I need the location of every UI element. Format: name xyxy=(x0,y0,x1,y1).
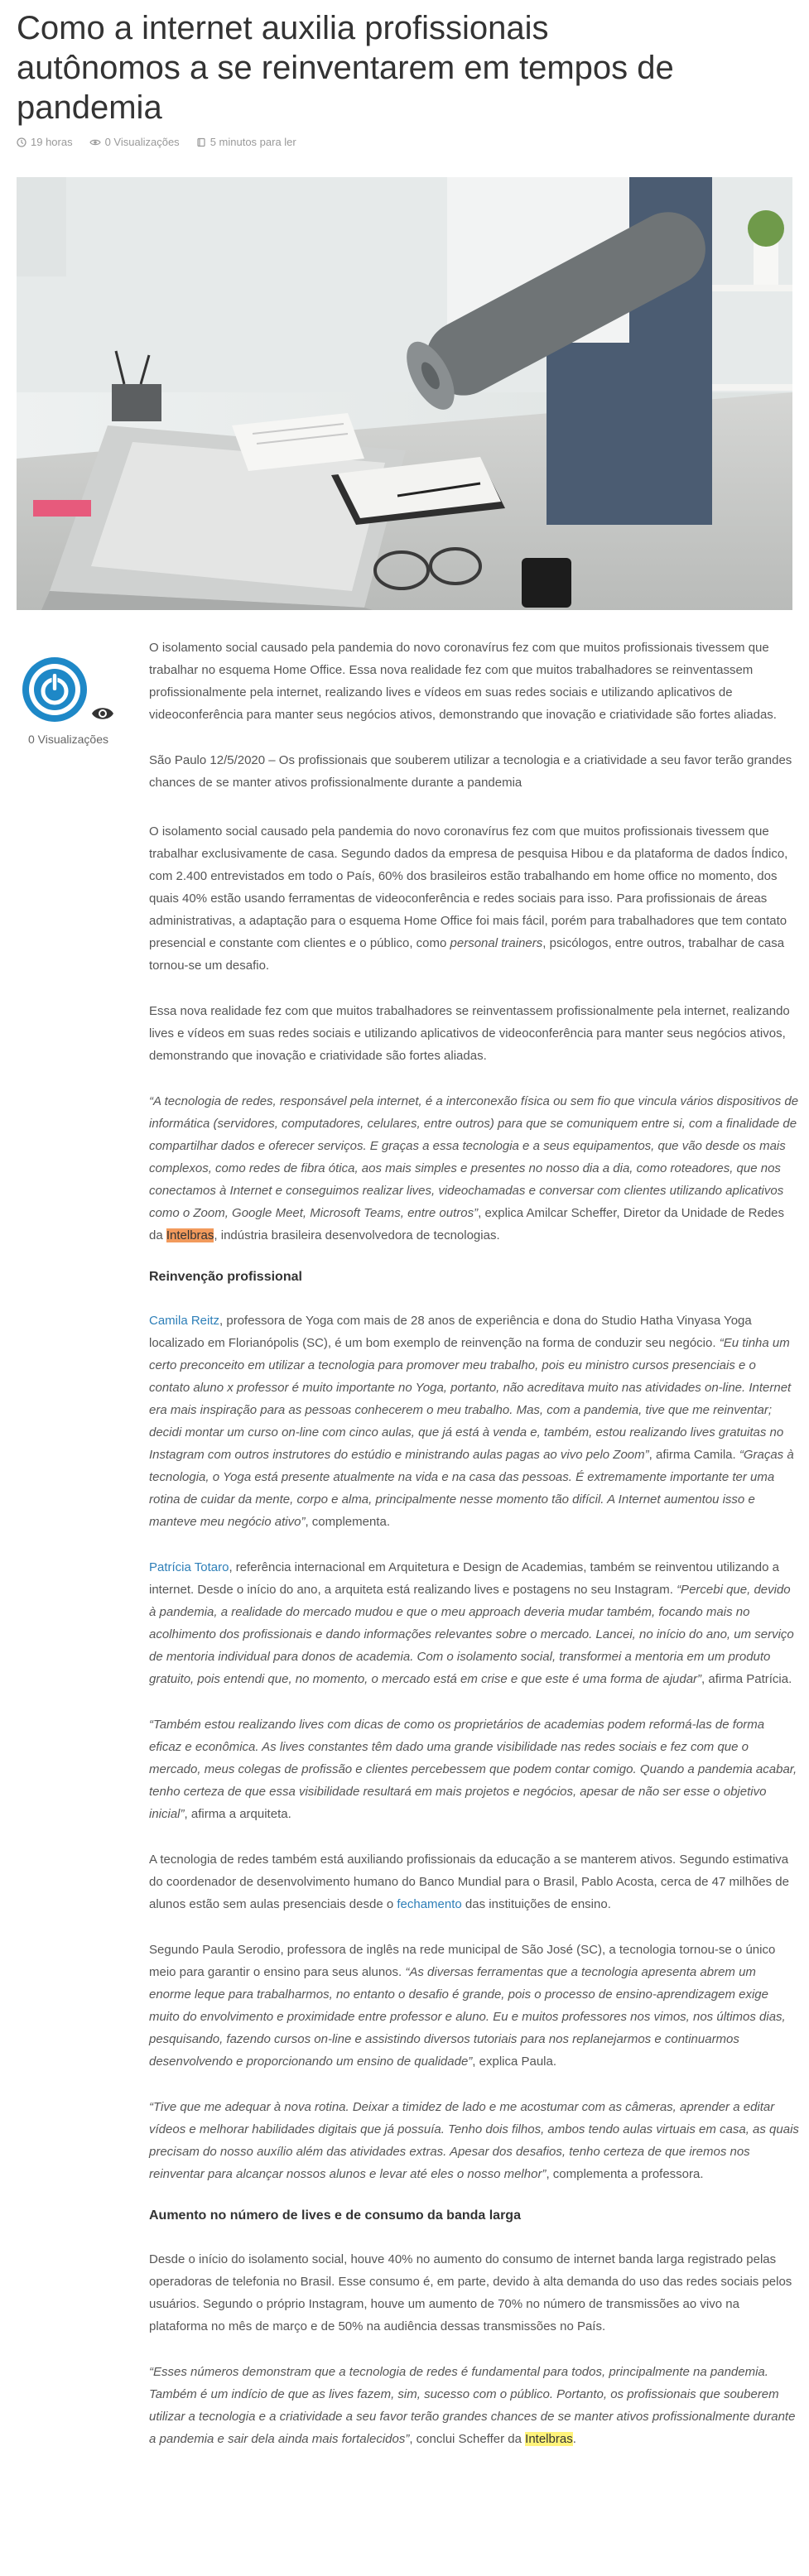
quote-text: “Esses números demonstram que a tecnologia de redes é fundamental para todos, principalmente na pandemia. Também é um indício de que as lives fazem, sim, sucesso com o público. Portanto, os profissionais que souberem utilizar a tecnologia e a criatividade a seu favor terão grandes chances de se manter ativos profissionalmente durante a pandemia e sair dela ainda mais fortalecidos” xyxy=(149,2365,796,2446)
meta-views xyxy=(89,136,180,148)
patricia-totaro-link[interactable]: Patrícia Totaro xyxy=(149,1560,229,1574)
highlight-intelbras: Intelbras xyxy=(166,1228,214,1242)
paragraph-text: , complementa a professora. xyxy=(546,2167,704,2181)
paragraph xyxy=(149,820,799,977)
paragraph-text: , explica Amilcar Scheffer, Diretor da Unidade de Redes da xyxy=(149,1206,785,1242)
section-heading: Aumento no número de lives e de consumo da banda larga xyxy=(149,2208,521,2223)
author-box xyxy=(0,637,137,2473)
article-body xyxy=(0,637,809,2473)
paragraph xyxy=(149,1310,799,1533)
paragraph xyxy=(149,1939,799,2073)
paragraph-quote xyxy=(149,1090,799,1247)
article-title: Como a internet auxilia profissionais autônomos a se reinventarem em tempos de pandemia xyxy=(17,10,674,126)
paragraph-text: , professora de Yoga com mais de 28 anos de experiência e dona do Studio Hatha Vinyasa Yoga localizado em Florianópolis (SC), é um bom exemplo de reinvenção na forma de conduzir seu negócio. xyxy=(149,1314,752,1350)
paragraph-quote xyxy=(149,2361,799,2450)
article-lead: O isolamento social causado pela pandemia do novo coronavírus fez com que muitos profissionais tivessem que trabalhar no esquema Home Office. Essa nova realidade fez com que muitos trabalhadores se reinventassem profissionalmente pela internet, realizando lives e vídeos em suas redes sociais e utilizando aplicativos de videoconferência para manter seus negócios ativos, demonstrando que inovação e criatividade são fortes aliadas. xyxy=(149,641,777,722)
paragraph: Desde o início do isolamento social, houve 40% no aumento do consumo de internet banda larga registrado pelas operadoras de telefonia no Brasil. Esse consumo é, em parte, devido à alta demanda do uso das redes sociais pelos usuários. Segundo o próprio Instagram, houve um aumento de 70% no número de transmissões ao vivo na plataforma no mês de março e de 50% na audiência dessas transmissões no País. xyxy=(149,2252,792,2333)
eye-icon xyxy=(91,705,114,722)
meta-time xyxy=(17,136,73,148)
paragraph xyxy=(149,1848,799,1915)
article-content xyxy=(137,637,799,2473)
paragraph-text: . xyxy=(572,2432,576,2446)
paragraph-emphasis: personal trainers xyxy=(450,936,543,950)
hero-image xyxy=(17,177,792,610)
meta-read-label: 5 minutos para ler xyxy=(209,136,296,148)
quote-text: “A tecnologia de redes, responsável pela internet, é a interconexão física ou sem fio que vincula vários dispositivos de informática (servidores, computadores, celulares, entre outros) para que se comuniquem entre si, com a finalidade de compartilhar dados e oferecer serviços. E graças a essa tecnologia e a seus equipamentos, que vão desde os mais complexos, como redes de fibra ótica, aos mais simples e presentes no nosso dia a dia, como roteadores, que nos conectamos à Internet e conseguimos realizar lives, videochamadas e conversar com clientes utilizando aplicativos como o Zoom, Google Meet, Microsoft Teams, entre outros” xyxy=(149,1094,799,1220)
paragraph-text: Segundo Paula Serodio, professora de inglês na rede municipal de São José (SC), a tecnologia tornou-se o único meio para garantir o ensino para seus alunos. xyxy=(149,1943,776,1979)
quote-text: “Graças à tecnologia, o Yoga está presente atualmente na vida e na casa das pessoas. É extremamente importante ter uma rotina de cuidar da mente, corpo e alma, principalmente nesse momento tão difícil. A Internet aumentou isso e manteve meu negócio ativo” xyxy=(149,1448,794,1529)
office-photo xyxy=(17,177,792,610)
clock-icon xyxy=(17,137,26,147)
paragraph xyxy=(149,1556,799,1690)
quote-text: “Tive que me adequar à nova rotina. Deixar a timidez de lado e me acostumar com as câmeras, aprender a editar vídeos e melhorar habilidades digitais que já possuía. Tenho dois filhos, ambos tendo aulas virtuais em casa, as quais precisam do nosso auxílio além das atividades extras. Apesar dos desafios, tenho certeza de que iremos nos reinventar para alcançar nossos alunos e levar até eles o nosso melhor” xyxy=(149,2100,799,2181)
section-heading: Reinvenção profissional xyxy=(149,1270,302,1284)
author-views: 0 Visualizações xyxy=(27,733,109,746)
quote-text: “Percebi que, devido à pandemia, a realidade do mercado mudou e que o meu approach deveria mudar também, focando mais no acolhimento dos profissionais e dando informações relevantes sobre o mercado. Lancei, no início do ano, um serviço de mentoria individual para donos de academia. Com o isolamento social, transformei a mentoria em um produto gratuito, pois entendi que, no momento, o mercado está em crise e que este é uma forma de ajudar” xyxy=(149,1583,794,1686)
paragraph-text: , explica Paula. xyxy=(472,2055,557,2069)
paragraph-text: , conclui Scheffer da xyxy=(409,2432,526,2446)
quote-text: “Também estou realizando lives com dicas de como os proprietários de academias podem reformá-las de forma eficaz e econômica. As lives constantes têm dado uma grande visibilidade nas redes sociais e fez com que o mercado, meus colegas de profissão e clientes percebessem que podem contar comigo. Quando a pandemia acabar, tenho certeza de que essa visibilidade resultará em mais projetos e negócios, apesar de não ser esse o objetivo inicial” xyxy=(149,1718,797,1821)
paragraph-text: O isolamento social causado pela pandemia do novo coronavírus fez com que muitos profissionais tivessem que trabalhar exclusivamente de casa. Segundo dados da empresa de pesquisa Hibou e da plataforma de dados Índico, com 2.400 entrevistados em todo o País, 60% dos brasileiros estão trabalhando em home office no momento, dos quais 40% estão usando ferramentas de videoconferência e redes sociais para isso. Para profissionais de áreas administrativas, a adaptação para o esquema Home Office foi mais fácil, porém para trabalhadores que tem contato presencial e constante com clientes e o público, como xyxy=(149,824,788,950)
fechamento-link[interactable]: fechamento xyxy=(397,1897,462,1911)
highlight-intelbras: Intelbras xyxy=(525,2432,573,2446)
quote-text: “As diversas ferramentas que a tecnologia apresenta abrem um enorme leque para trabalharmos, no entanto o desafio é grande, pois o processo de ensino-aprendizagem exige muito do envolvimento e proximidade entre professor e aluno. Eu e muitos professores nos vimos, nos últimos dias, pesquisando, fazendo cursos on-line e assistindo diversos tutoriais para nos replanejarmos e continuarmos desenvolvendo e proporcionando um ensino de qualidade” xyxy=(149,1965,786,2069)
paragraph-text: , afirma Patrícia. xyxy=(701,1672,792,1686)
meta-views-label: 0 Visualizações xyxy=(104,136,180,148)
author-avatar-icon[interactable] xyxy=(22,657,87,722)
article-meta xyxy=(0,127,809,156)
paragraph-dateline: São Paulo 12/5/2020 – Os profissionais que souberem utilizar a tecnologia e a criatividade a seu favor terão grandes chances de se manter ativos profissionalmente durante a pandemia xyxy=(149,753,792,790)
paragraph-text: , psicólogos, entre outros, trabalhar de casa tornou-se um desafio. xyxy=(149,936,785,973)
paragraph: Essa nova realidade fez com que muitos trabalhadores se reinventassem profissionalmente pela internet, realizando lives e vídeos em suas redes sociais e utilizando aplicativos de videoconferência para manter seus negócios ativos, demonstrando que inovação e criatividade são fortes aliadas. xyxy=(149,1004,790,1063)
eye-icon xyxy=(89,137,101,147)
paragraph-quote xyxy=(149,1713,799,1825)
paragraph-text: , afirma Camila. xyxy=(648,1448,739,1462)
paragraph-quote xyxy=(149,2096,799,2185)
paragraph-text: , indústria brasileira desenvolvedora de tecnologias. xyxy=(214,1228,500,1242)
meta-time-label: 19 horas xyxy=(31,136,73,148)
paragraph-text: , referência internacional em Arquitetura e Design de Academias, também se reinventou utilizando a internet. Desde o início do ano, a arquiteta está realizando lives e postagens no seu Instagram. xyxy=(149,1560,779,1597)
camila-reitz-link[interactable]: Camila Reitz xyxy=(149,1314,220,1328)
paragraph-text: , afirma a arquiteta. xyxy=(184,1807,291,1821)
paragraph-text: A tecnologia de redes também está auxiliando profissionais da educação a se manterem ativos. Segundo estimativa do coordenador de desenvolvimento humano do Banco Mundial para o Brasil, Pablo Acosta, cerca de 47 milhões de alunos estão sem aulas presenciais desde o xyxy=(149,1853,789,1911)
paragraph-text: , complementa. xyxy=(305,1515,390,1529)
quote-text: “Eu tinha um certo preconceito em utilizar a tecnologia para promover meu trabalho, pois eu ministro cursos presenciais e o contato aluno x professor é muito importante no Yoga, portanto, não acreditava muito nas atividades on-line. Internet era mais inspiração para as pessoas conhecerem o meu trabalho. Mas, com a pandemia, tive que me reinventar; decidi montar um curso on-line com cinco aulas, que já está à venda e, também, estou realizando lives gratuitas no Instagram com outros instrutores do estúdio e ministrando aulas pagas ao vivo pelo Zoom” xyxy=(149,1336,792,1462)
meta-read xyxy=(196,136,296,148)
paragraph-text: das instituições de ensino. xyxy=(461,1897,611,1911)
book-icon xyxy=(196,137,206,147)
